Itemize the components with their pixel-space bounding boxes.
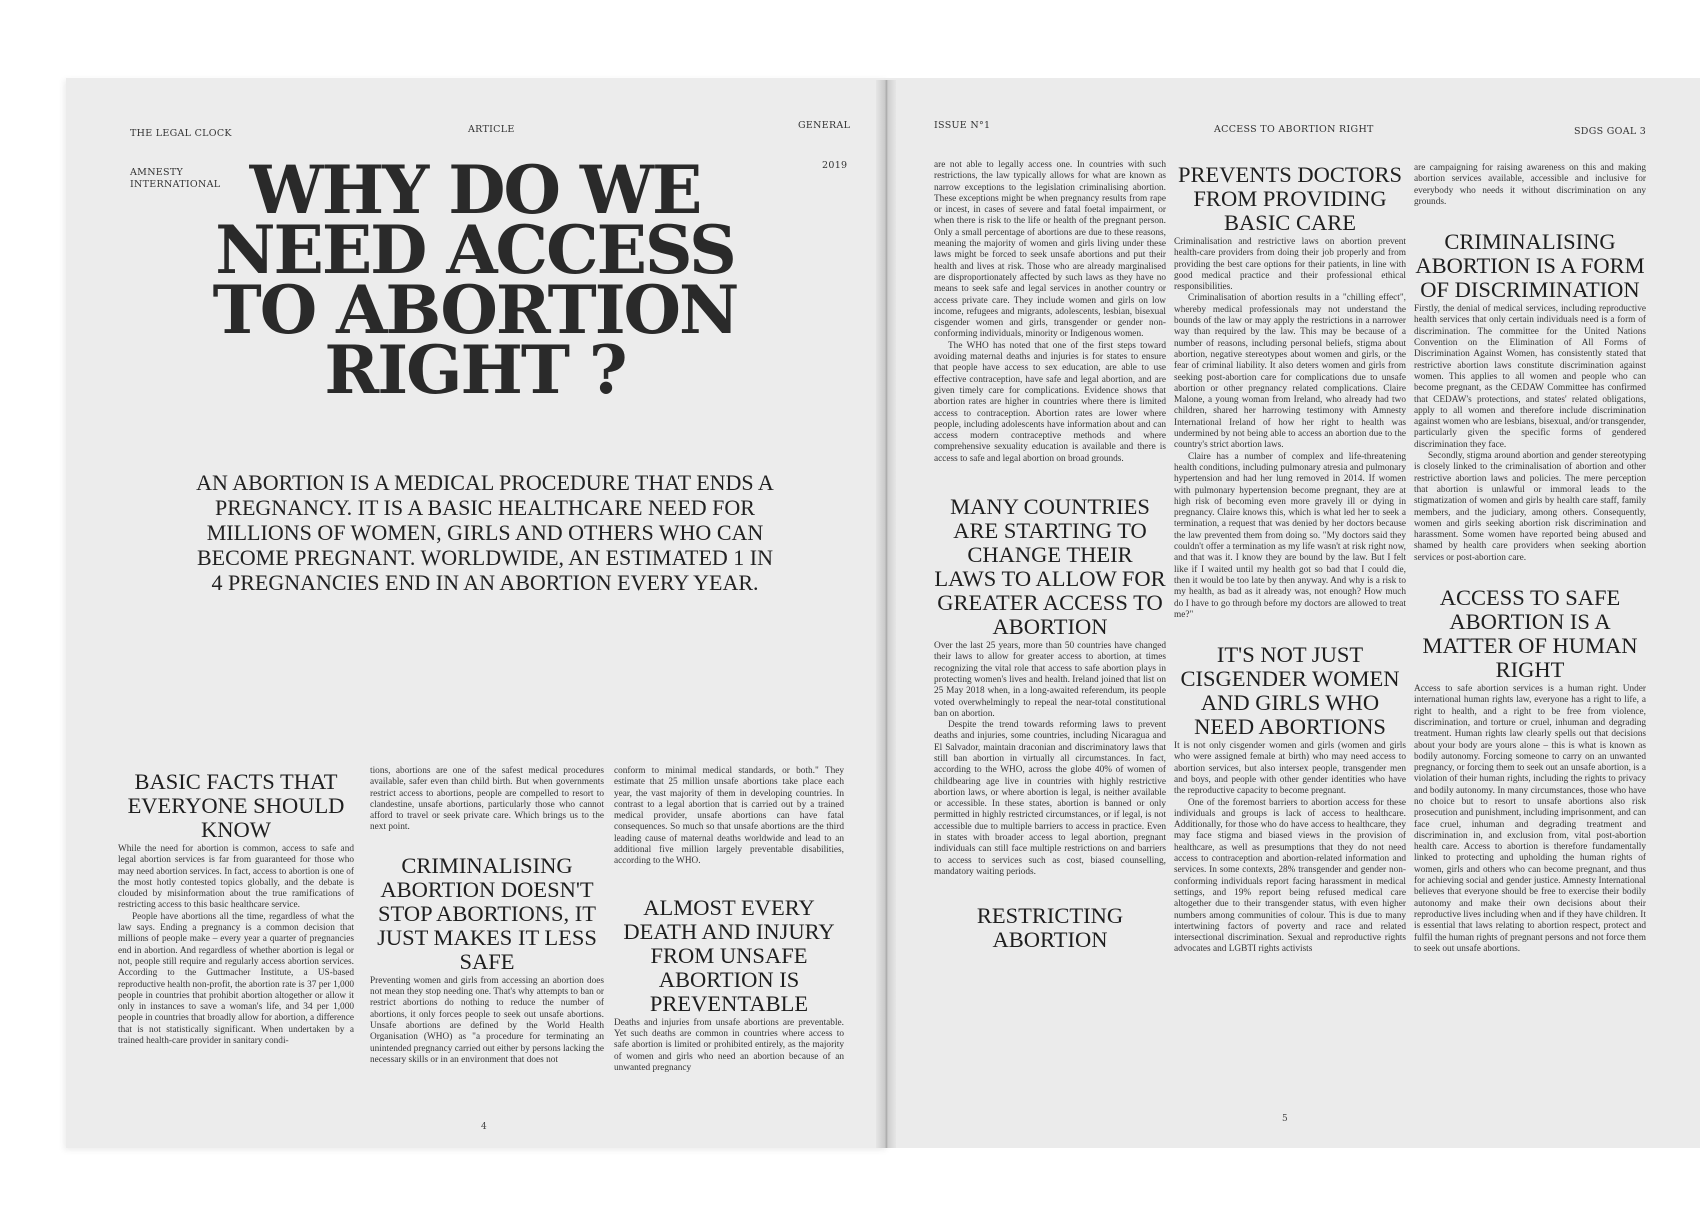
body-paragraph: Firstly, the denial of medical services, including reproductive health services that only certain individuals need is a form of discrimination. The committee for the United Nations Convention on the Elimination of All Forms of Discrimination Against Women, has consistently stated that restrictive abortion laws constitute discrimination against women. This applies to all women and people who can become pregnant, as the CEDAW Committee has confirmed that CEDAW's protections, and states' related obligations, apply to all women and therefore include discrimination against women who are lesbians, bisexual, and/or transgender, particularly given the specific forms of gendered discrimination they face. <box>1414 304 1646 450</box>
right-column-3 <box>1414 163 1646 955</box>
header-section: ARTICLE <box>468 124 515 135</box>
section-heading: CRIMINALISING ABORTION IS A FORM OF DISCRIMINATION <box>1415 229 1645 303</box>
body-paragraph: People have abortions all the time, regardless of what the law says. Ending a pregnancy is a common decision that millions of people make – every year a quarter of pregnancies end in abortion. And regardless of whether abortion is legal or not, people still require and regularly access abortion services. According to the Guttmacher Institute, a US-based reproductive health non-profit, the abortion rate is 37 per 1,000 people in countries that prohibit abortion altogether or allow it only in instances to save a woman's life, and 34 per 1,000 people in countries that broadly allow for abortion, a difference that is not statistically significant. When undertaken by a trained health-care provider in sanitary condi- <box>118 911 354 1047</box>
left-column-1 <box>118 770 354 1047</box>
body-paragraph: Over the last 25 years, more than 50 countries have changed their laws to allow for greater access to abortion, at times recognizing the vital role that access to safe abortion plays in protecting women's lives and health. Ireland joined that list on 25 May 2018 when, in a long-awaited referendum, its people voted overwhelmingly to repeal the near-total constitutional ban on abortion. <box>934 641 1166 719</box>
page-number: 4 <box>481 1122 487 1132</box>
intro-paragraph: AN ABORTION IS A MEDICAL PROCEDURE THAT ENDS A PREGNANCY. IT IS A BASIC HEALTHCARE NEED FOR MILLIONS OF WOMEN, GIRLS AND OTHERS WHO CAN BECOME PREGNANT. WORLDWIDE, AN ESTIMATED 1 IN 4 PREGNANCIES END IN AN ABORTION EVERY YEAR. <box>196 470 774 595</box>
section-heading: CRIMINALISING ABORTION DOESN'T STOP ABORTIONS, IT JUST MAKES IT LESS SAFE <box>377 852 597 974</box>
year-label: 2019 <box>822 160 848 171</box>
body-paragraph: Secondly, stigma around abortion and gender stereotyping is closely linked to the criminalisation of abortion and other restrictive abortion laws and policies. The mere perception that abortion is unlawful or immoral leads to the stigmatization of women and girls by health care staff, family members, and the judiciary, among others. Consequently, women and girls seeking abortion risk discrimination and harassment. Some women have reported being abused and shamed by health care providers when seeking abortion services or post-abortion care. <box>1414 451 1646 563</box>
left-column-2 <box>370 766 604 1066</box>
section-heading: MANY COUNTRIES ARE STARTING TO CHANGE THEIR LAWS TO ALLOW FOR GREATER ACCESS TO ABORTION <box>934 494 1166 640</box>
body-paragraph: Claire has a number of complex and life-threatening health conditions, including pulmonary atresia and pulmonary hypertension and had her lung removed in 2014. If women with pulmonary hypertension become pregnant, they are at high risk of becoming even more gravely ill or dying in pregnancy. Claire knows this, which is what led her to seek a termination, a request that was denied by her doctors because the law prevented them from doing so. "My doctors said they couldn't offer a termination as my life wasn't at risk right now, and that was it. I know they are bound by the law. But I felt like if I waited until my health got so bad that I could die, then it would be too late by then anyway. And why is a risk to my health, as bad as it already was, not enough? How much do I have to go through before my doctors are allowed to treat me?" <box>1174 451 1406 620</box>
section-heading: PREVENTS DOCTORS FROM PROVIDING BASIC CARE <box>1177 162 1402 235</box>
right-column-1 <box>934 160 1166 954</box>
header-goal: SDGS GOAL 3 <box>1574 126 1647 137</box>
spine-gutter <box>876 80 896 1148</box>
body-paragraph: Access to safe abortion services is a human right. Under international human rights law, everyone has a right to life, a right to health, and a right to be free from violence, discrimination, and torture or cruel, inhuman and degrading treatment. Human rights law clearly spells out that decisions about your body are yours alone – this is what is known as bodily autonomy. Forcing someone to carry on an unwanted pregnancy, or forcing them to seek out an unsafe abortion, is a violation of their human rights, including the rights to privacy and bodily autonomy. In many circumstances, those who have no choice but to resort to unsafe abortions also risk prosecution and punishment, including imprisonment, and can face cruel, inhuman and degrading treatment and discrimination in, and exclusion from, vital post-abortion health care. Access to abortion is therefore fundamentally linked to protecting and upholding the human rights of women, girls and others who can become pregnant, and thus for achieving social and gender justice. Amnesty International believes that everyone should be free to exercise their bodily autonomy and make their own decisions about their reproductive lives including when and if they have children. It is essential that laws relating to abortion respect, protect and fulfil the human rights of pregnant persons and not force them to seek out unsafe abortions. <box>1414 684 1646 954</box>
header-issue: ISSUE N°1 <box>934 120 991 131</box>
body-paragraph: Despite the trend towards reforming laws to prevent deaths and injuries, some countries, including Nicaragua and El Salvador, maintain draconian and discriminatory laws that still ban abortion in virtually all circumstances. In fact, according to the WHO, across the globe 40% of women of childbearing age live in countries with highly restrictive abortion laws, or where abortion is legal, is neither available or accessible. In these states, abortion is banned or only permitted in highly restricted circumstances, or if legal, is not accessible due to multiple barriers to access in practice. Even in states with broader access to legal abortion, pregnant individuals can still face multiple restrictions on and barriers to access to services such as cost, biased counselling, mandatory waiting periods. <box>934 720 1166 877</box>
publisher-label: AMNESTY INTERNATIONAL <box>130 167 221 190</box>
header-category: GENERAL <box>798 120 851 131</box>
header-topic: ACCESS TO ABORTION RIGHT <box>1214 124 1374 135</box>
left-column-3 <box>614 766 844 1074</box>
body-paragraph: conform to minimal medical standards, or both." They estimate that 25 million unsafe abortions take place each year, the vast majority of them in developing countries. In contrast to a legal abortion that is carried out by a trained medical provider, unsafe abortions can have fatal consequences. So much so that unsafe abortions are the third leading cause of maternal deaths worldwide and lead to an additional five million largely preventable disabilities, according to the WHO. <box>614 766 844 867</box>
body-paragraph: Criminalisation and restrictive laws on abortion prevent health-care providers from doing their job properly and from providing the best care options for their patients, in line with good medical practice and their professional ethical responsibilities. <box>1174 237 1406 293</box>
page-number: 5 <box>1282 1114 1288 1124</box>
body-paragraph: Deaths and injuries from unsafe abortions are preventable. Yet such deaths are common in countries where access to safe abortion is limited or prohibited entirely, as the majority of women and girls who need an abortion because of an unwanted pregnancy <box>614 1017 844 1073</box>
right-column-2 <box>1174 163 1406 956</box>
page-headline: WHY DO WE NEED ACCESS TO ABORTION RIGHT ? <box>212 151 738 409</box>
section-heading: IT'S NOT JUST CISGENDER WOMEN AND GIRLS WHO NEED ABORTIONS <box>1180 642 1400 740</box>
body-paragraph: Criminalisation of abortion results in a "chilling effect", whereby medical professionals may not understand the bounds of the law or may apply the restrictions in a narrower way than required by the law. This may be because of a number of reasons, including personal beliefs, stigma about abortion, negative stereotypes about women and girls, or the fear of criminal liability. It also deters women and girls from seeking post-abortion care for complications due to unsafe abortion or other pregnancy related complications. Claire Malone, a young woman from Ireland, who already had two children, shared her harrowing testimony with Amnesty International Ireland of how her right to health was undermined by not being able to access an abortion due to the country's strict abortion laws. <box>1174 293 1406 451</box>
body-paragraph: Preventing women and girls from accessing an abortion does not mean they stop needing one. That's why attempts to ban or restrict abortions do nothing to reduce the number of abortions, it only forces people to seek out unsafe abortions. Unsafe abortions are defined by the World Health Organisation (WHO) as "a procedure for terminating an unintended pregnancy carried out either by persons lacking the necessary skills or in an environment that does not <box>370 975 604 1065</box>
body-paragraph: It is not only cisgender women and girls (women and girls who were assigned female at birth) who may need access to abortion services, but also intersex people, transgender men and boys, and people with other gender identities who have the reproductive capacity to become pregnant. <box>1174 741 1406 797</box>
body-paragraph: One of the foremost barriers to abortion access for these individuals and groups is lack of access to healthcare. Additionally, for those who do have access to healthcare, they may face stigma and biased views in the provision of healthcare, as well as presumptions that they do not need access to contraception and abortion-related information and services. In some contexts, 28% transgender and gender non-conforming individuals report facing harassment in medical settings, and 19% report being refused medical care altogether due to their transgender status, with even higher numbers among communities of colour. This is due to many intertwining factors of poverty and race and related intersectional discrimination. Sexual and reproductive rights advocates and LGBTI rights activists <box>1174 797 1406 955</box>
body-paragraph: The WHO has noted that one of the first steps toward avoiding maternal deaths and injuries is for states to ensure that people have access to sex education, are able to use effective contraception, have safe and legal abortion, and are given timely care for complications. Evidence shows that abortion rates are higher in countries where there is limited access to contraception. Abortion rates are lower where people, including adolescents have information about and can access modern contraceptive methods and where comprehensive sexuality education is available and there is access to safe and legal abortion on broad grounds. <box>934 340 1166 464</box>
body-paragraph: While the need for abortion is common, access to safe and legal abortion services is far from guaranteed for those who may need abortion services. In fact, access to abortion is one of the most hotly contested topics globally, and the debate is clouded by misinformation about the true ramifications of restricting access to this basic healthcare service. <box>118 844 354 911</box>
section-heading: BASIC FACTS THAT EVERYONE SHOULD KNOW <box>127 769 345 842</box>
body-paragraph: are not able to legally access one. In countries with such restrictions, the law typically allows for what are known as narrow exceptions to the legislation criminalising abortion. These exceptions might be when pregnancy results from rape or incest, in cases of severe and fatal foetal impairment, or when there is risk to the life or health of the pregnant person. Only a small percentage of abortions are due to these reasons, meaning the majority of women and girls living under these laws might be forced to seek unsafe abortions and put their health and lives at risk. Those who are already marginalised are disproportionately affected by such laws as they have no means to seek safe and legal services in another country or access private care. They include women and girls on low income, refugees and migrants, adolescents, lesbian, bisexual cisgender women and girls, transgender or gender non-conforming individuals, minority or Indigenous women. <box>934 160 1166 340</box>
section-heading: ALMOST EVERY DEATH AND INJURY FROM UNSAFE ABORTION IS PREVENTABLE <box>623 894 835 1016</box>
header-publication: THE LEGAL CLOCK <box>130 128 232 139</box>
section-heading: RESTRICTING ABORTION <box>976 903 1124 953</box>
body-paragraph: tions, abortions are one of the safest medical procedures available, safer even than child birth. But when governments restrict access to abortions, people are compelled to resort to clandestine, unsafe abortions, particularly those who cannot afford to travel or seek private care. Which brings us to the next point. <box>370 766 604 833</box>
section-heading: ACCESS TO SAFE ABORTION IS A MATTER OF HUMAN RIGHT <box>1422 585 1638 683</box>
body-paragraph: are campaigning for raising awareness on this and making abortion services available, accessible and inclusive for everybody who needs it without discrimination on any grounds. <box>1414 163 1646 207</box>
